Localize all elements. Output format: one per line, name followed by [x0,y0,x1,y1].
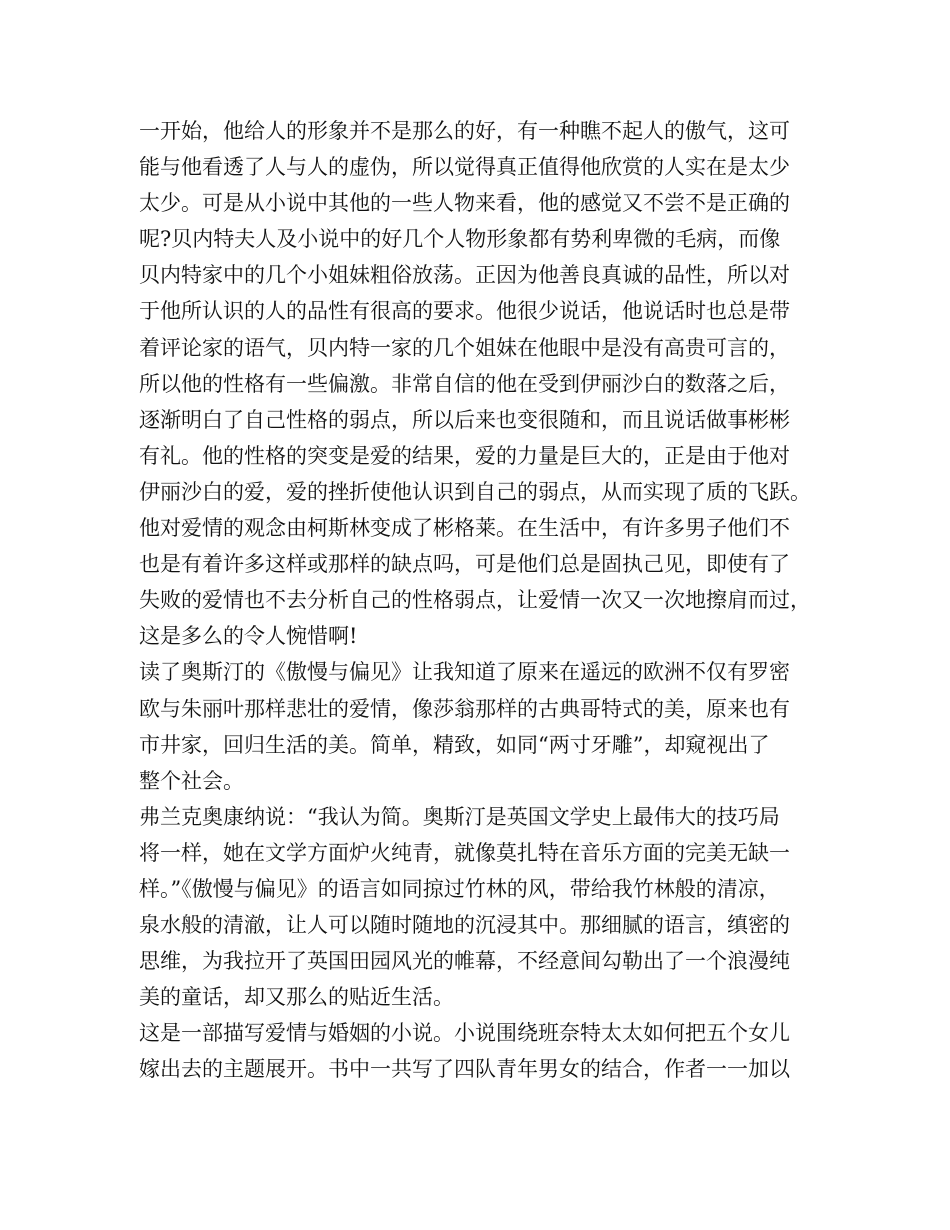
text-line: 整个社会。 [139,768,244,793]
text-line: 逐渐明白了自己性格的弱点，所以后来也变很随和，而且说话做事彬彬 [139,407,790,432]
text-line: 嫁出去的主题展开。书中一共写了四队青年男女的结合，作者一一加以 [139,1057,790,1082]
text-line: 美的童话，却又那么的贴近生活。 [139,985,454,1010]
text-line: 也是有着许多这样或那样的缺点吗，可是他们总是固执己见，即使有了 [139,552,790,577]
text-line: 着评论家的语气，贝内特一家的几个姐妹在他眼中是没有高贵可言的， [139,335,790,360]
text-line: 这是一部描写爱情与婚姻的小说。小说围绕班奈特太太如何把五个女儿 [139,1021,790,1046]
text-line: 欧与朱丽叶那样悲壮的爱情，像莎翁那样的古典哥特式的美，原来也有 [139,696,790,721]
text-line: 有礼。他的性格的突变是爱的结果，爱的力量是巨大的，正是由于他对 [139,443,790,468]
text-line: 贝内特家中的几个小姐妹粗俗放荡。正因为他善良真诚的品性，所以对 [139,263,790,288]
text-line: 能与他看透了人与人的虚伪，所以觉得真正值得他欣赏的人实在是太少 [139,155,790,180]
text-line: 一开始，他给人的形象并不是那么的好，有一种瞧不起人的傲气，这可 [139,119,790,143]
text-line: 样。”《傲慢与偏见》的语言如同掠过竹林的风，带给我竹林般的清凉， [139,876,780,901]
text-line: 弗兰克奥康纳说：“我认为简。奥斯汀是英国文学史上最伟大的技巧局 [139,804,780,829]
text-line: 他对爱情的观念由柯斯林变成了彬格莱。在生活中，有许多男子他们不 [139,516,790,541]
text-line: 所以他的性格有一些偏激。非常自信的他在受到伊丽沙白的数落之后， [139,371,790,396]
document-body [139,113,829,1088]
text-line: 读了奥斯汀的《傲慢与偏见》让我知道了原来在遥远的欧洲不仅有罗密 [139,660,790,685]
text-line: 这是多么的令人惋惜啊! [139,624,358,649]
text-line: 于他所认识的人的品性有很高的要求。他很少说话，他说话时也总是带 [139,299,790,324]
text-line: 太少。可是从小说中其他的一些人物来看，他的感觉又不尝不是正确的 [139,191,790,216]
text-line: 呢?贝内特夫人及小说中的好几个人物形象都有势利卑微的毛病，而像 [139,227,781,252]
text-line: 思维，为我拉开了英国田园风光的帷幕，不经意间勾勒出了一个浪漫纯 [139,949,790,974]
text-line: 将一样，她在文学方面炉火纯青，就像莫扎特在音乐方面的完美无缺一 [139,840,790,865]
text-line: 市井家，回归生活的美。简单，精致，如同“两寸牙雕”，却窥视出了 [139,732,770,757]
text-line: 失败的爱情也不去分析自己的性格弱点，让爱情一次又一次地擦肩而过， [139,588,811,613]
text-line: 泉水般的清澈，让人可以随时随地的沉浸其中。那细腻的语言，缜密的 [139,913,790,938]
text-line: 伊丽沙白的爱，爱的挫折使他认识到自己的弱点，从而实现了质的飞跃。 [139,479,811,504]
